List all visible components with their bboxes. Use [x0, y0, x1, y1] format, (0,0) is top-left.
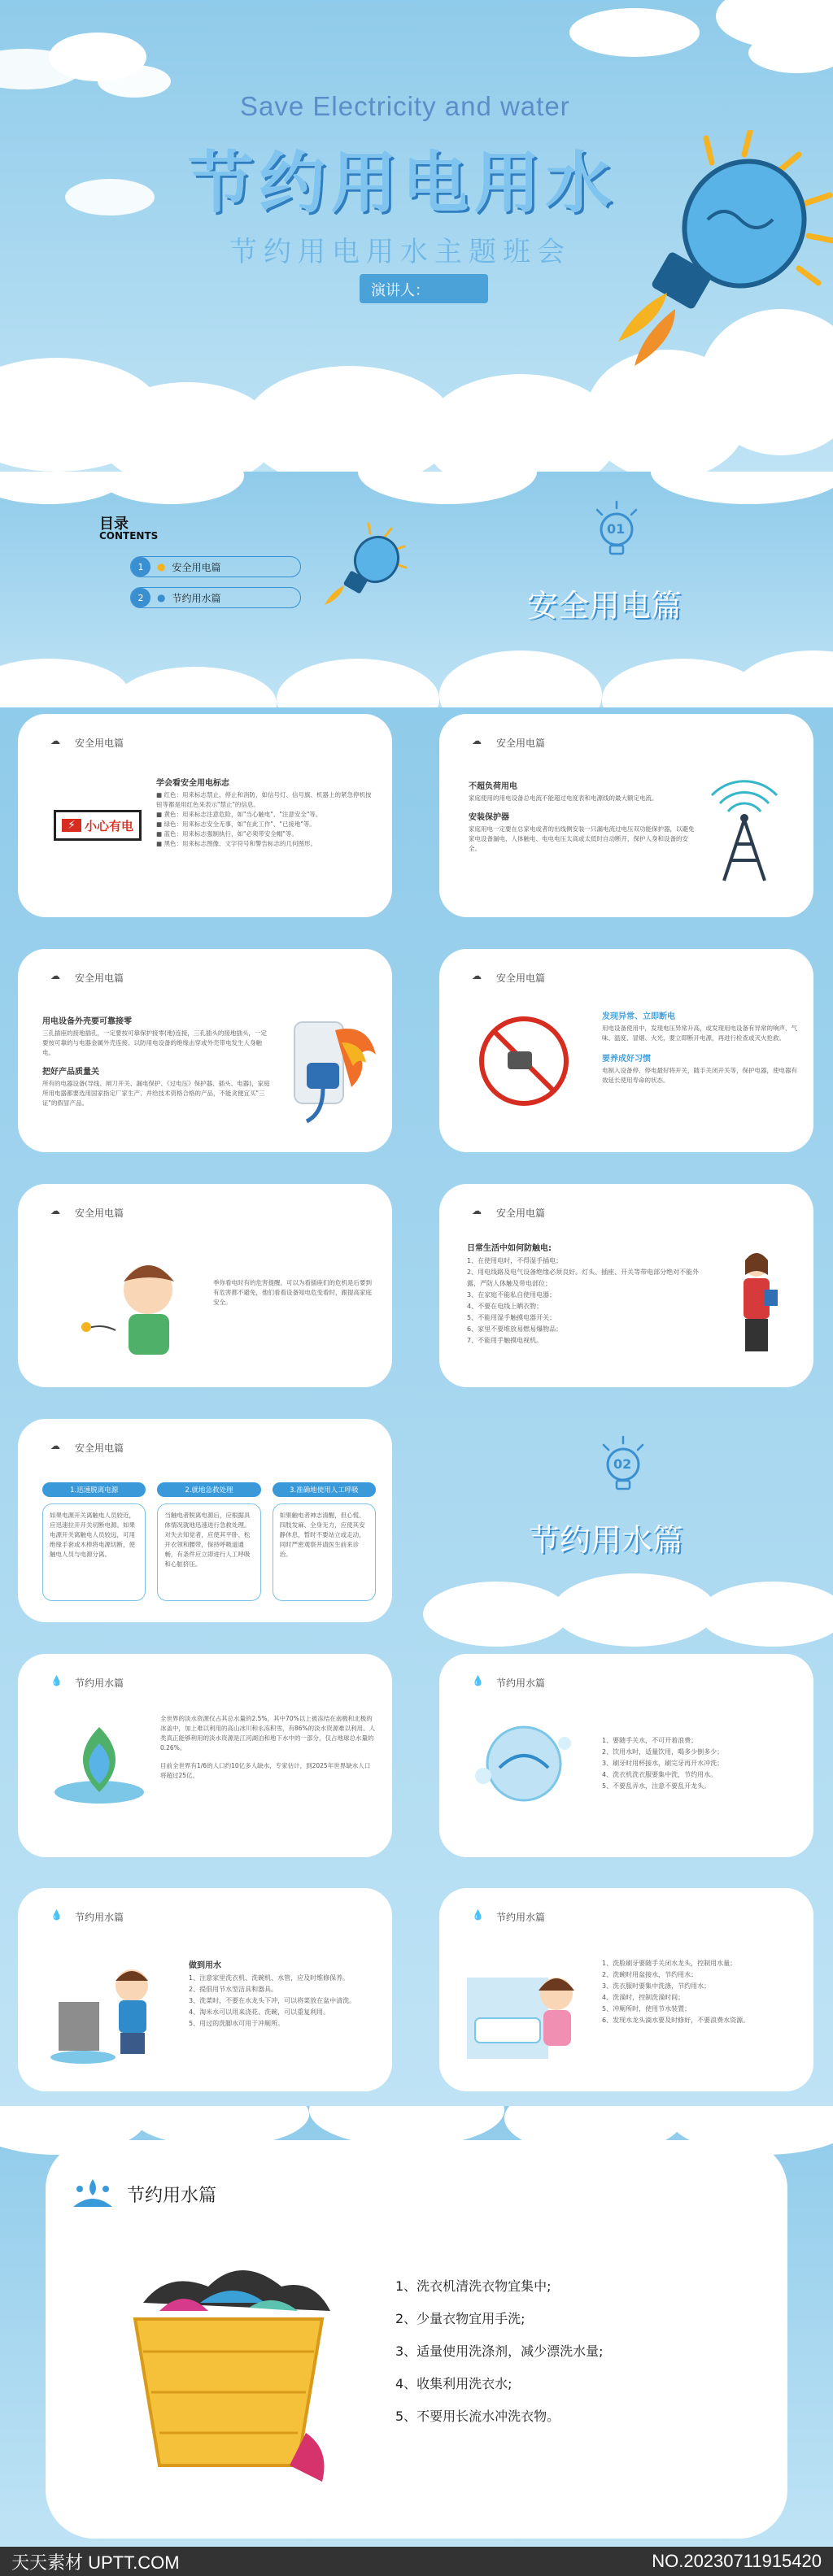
slide-water-laundry: [46, 2140, 787, 2539]
list-item: 3、洗衣服时要集中洗涤，节约用水；: [602, 1982, 711, 1990]
bulb-small-icon: ●: [157, 561, 166, 572]
cover-subtitle: 节约用电用水主题班会: [229, 236, 571, 268]
column-text: 如果触电者神志清醒，但心慌、四肢发麻、全身无力，应使其安静休息，暂时不要站立或走动，同时严密观察并请医生前来诊治。: [273, 1503, 376, 1601]
water-splash-icon: 💧: [472, 1675, 484, 1686]
toc-slide: [0, 472, 833, 707]
column-title: 3.准确地使用人工呼吸: [273, 1482, 376, 1497]
toc-item-2[interactable]: [130, 587, 301, 608]
list-item: 5、不要用长流水冲洗衣物。: [395, 2408, 560, 2424]
list-item: 4、洗澡时，控制洗澡时间；: [602, 1994, 685, 2001]
boy-tap-illustration: [50, 1953, 172, 2067]
list-item: 1、注意家里洗衣机、洗碗机、水管，应及时维修保养。: [189, 1974, 350, 1982]
cloud-bulb-icon: ☁: [472, 1205, 482, 1216]
slide-header: 安全用电篇: [75, 737, 124, 749]
water-drop-icon: ●: [157, 592, 166, 603]
part2-divider: [439, 1419, 813, 1622]
toc-item-label: 节约用水篇: [172, 592, 221, 604]
block-text: 电制入设备停、停电最好将开关，随手关闭开关等，保护电器，使电器有效延长使用寿命的状态。: [602, 1067, 797, 1084]
toc-item-label: 安全用电篇: [172, 561, 221, 573]
child-illustration: [75, 1241, 205, 1363]
slide-header: 节约用水篇: [127, 2185, 217, 2206]
toc-subtitle: CONTENTS: [99, 530, 159, 542]
cover-title: 节约用电用水: [187, 145, 617, 222]
content-line: ■ 绿色：用来标志安全无事，如"在此工作"、"已接地"等。: [156, 820, 316, 828]
content-line: ■ 蓝色：用来标志强制执行，如"必须带安全帽"等。: [156, 830, 298, 838]
list-item: 4、收集利用洗衣水;: [395, 2376, 512, 2391]
part-number: 01: [607, 521, 626, 537]
list-item: 6、家里不要堆放易燃易爆物品；: [467, 1325, 563, 1333]
slide-header: 安全用电篇: [75, 1442, 124, 1454]
slide-header: 节约用水篇: [496, 1911, 546, 1923]
part-number: 02: [613, 1456, 632, 1472]
part-number-badge: [587, 500, 646, 559]
cover-slide: [0, 0, 833, 472]
list-item: 5、不能用湿手触摸电器开关；: [467, 1314, 556, 1321]
column-title: 1.迅速脱离电源: [42, 1482, 146, 1497]
lightbulb-icon: [313, 520, 411, 610]
water-splash-icon: 💧: [472, 1909, 484, 1921]
slide-elec-signs: [18, 714, 392, 917]
sign-text: 小心有电: [84, 818, 133, 833]
list-item: 5、用过的洗脚水可用于冲厕所。: [189, 2020, 285, 2027]
toc-item-number: 2: [131, 588, 150, 607]
list-item: 3、适量使用洗涤剂，减少漂洗水量;: [395, 2343, 604, 2359]
water-bubble-illustration: [467, 1719, 581, 1808]
list-item: 5、不要乱弄水，注意不要乱开龙头。: [602, 1782, 711, 1790]
cloud-bulb-icon: ☁: [50, 970, 60, 981]
content-line: ■ 红色：用来标志禁止、停止和消防，如信号灯、信号旗、机器上的紧急停机按钮等都是用红色来表示"禁止"的信息。: [156, 791, 372, 808]
earth-water-illustration: [50, 1719, 148, 1808]
socket-fire-icon: [278, 998, 384, 1128]
list-item: 2、少量衣物宜用手洗;: [395, 2311, 526, 2326]
slide-elec-kid: [18, 1184, 392, 1387]
water-splash-icon: [70, 2178, 116, 2210]
no-plug-icon: [475, 1012, 573, 1110]
column-text: 当触电者脱离电源后，应根据具体情况就地迅速进行急救处理。对失去知觉者，应使其平卧、松开衣领和腰带，保持呼吸道通畅，有条件应立即进行人工呼吸和心脏挤压。: [157, 1503, 260, 1601]
water-splash-icon: 💧: [50, 1675, 63, 1686]
slide-elec-daily: [439, 1184, 813, 1387]
block-text: 季你看电时有的危害提醒，可以为看插座们的危机是后要到有危害都不避免，他们看看设备知电危变看时，跟提高家庭安全。: [213, 1279, 372, 1306]
content-heading: 做到用水: [189, 1961, 221, 1970]
slide-elec-overload: [439, 714, 813, 917]
content-heading: 学会看安全用电标志: [156, 779, 229, 788]
paragraph: 目前全世界有1/6的人口约10亿多人缺水，专家估计，到2025年世界缺水人口将超过25亿。: [160, 1762, 371, 1779]
slide-header: 安全用电篇: [75, 1207, 124, 1219]
presenter-box: [360, 274, 488, 303]
list-item: 3、洗菜时，不要在水龙头下冲，可以将菜放在盆中清洗。: [189, 1997, 356, 2004]
slide-header: 节约用水篇: [75, 1911, 124, 1923]
slide-water-usage: [18, 1888, 392, 2091]
block-title: 把好产品质量关: [42, 1068, 99, 1077]
signal-tower-icon: [700, 771, 789, 885]
girl-washing-illustration: [467, 1945, 589, 2067]
watermark-footer: [0, 2547, 833, 2576]
slide-header: 安全用电篇: [496, 1207, 546, 1219]
block-title: 要养成好习惯: [602, 1055, 651, 1064]
list-item: 7、不能用手触摸电视机。: [467, 1337, 543, 1344]
part-title: 节约用水篇: [529, 1522, 684, 1558]
slide-header: 安全用电篇: [496, 737, 546, 749]
block-text: 三孔插座的接地插孔，一定要按可靠保护接零(地)连接，三孔插头的接地插头，一定要按可靠的与电器金属外壳连接。以防用电设备的绝缘击穿或外壳带电发生人身触电。: [42, 1029, 267, 1056]
part-number-badge: [594, 1435, 652, 1494]
cloud-bulb-icon: ☁: [472, 970, 482, 981]
list-item: 2、饮用水时，适量饮用，喝多少倒多少；: [602, 1748, 724, 1756]
list-item: 4、不要在电线上晒衣物；: [467, 1303, 543, 1310]
list-item: 6、发现水龙头滴水要及时修好，不要浪费水资源。: [602, 2017, 750, 2024]
list-item: 4、淘米水可以用来浇花、洗碗，可以重复利用。: [189, 2008, 330, 2016]
block-text: 所有的电器设备(导线、闸刀开关、漏电保护、《过电压》保护器、插头、电器)，家庭所用电器都要选用国家指定厂家生产、并给技术资格合格的产品，不能贪便宜买"三证"的假冒产品。: [42, 1080, 270, 1107]
part-title: 安全用电篇: [527, 588, 683, 624]
block-text: 用电设备使用中，发现电压异常升高，或发现用电设备有异常的响声、气味、温度、冒烟、火光，要立即断开电源，再进行检查或灭火抢救。: [602, 1025, 797, 1042]
block-title: 安装保护器: [469, 813, 509, 822]
paragraph: 全世界的淡水资源仅占其总水量的2.5%，其中70%以上被冻结在南极和北极的冰盖中，加上难以利用的高山冰川和永冻积雪，有86%的淡水资源难以利用。人类真正能够利用的淡水资源是江河湖泊和地下水中的一部分，仅占地球总水量的0.26%。: [160, 1715, 376, 1751]
footer-left-text: 天天素材 UPTT.COM: [11, 2552, 180, 2573]
slide-header: 安全用电篇: [75, 972, 124, 984]
column-title: 2.就地急救处理: [157, 1482, 260, 1497]
list-item: 2、提倡用节水型洁具和器具。: [189, 1986, 278, 1993]
list-item: 1、洗脸刷牙要随手关闭水龙头，控制用水量；: [602, 1960, 737, 1967]
content-line: ■ 黑色：用来标志图像、文字符号和警告标志的几何图形。: [156, 840, 316, 847]
list-item: 1、在使用电时，不得湿手插电；: [467, 1257, 563, 1264]
content-line: ■ 黄色：用来标志注意危险，如"当心触电"、"注意安全"等。: [156, 811, 322, 818]
list-item: 5、冲厕所时，使用节水装置；: [602, 2005, 691, 2012]
column-text: 如果电源开关离触电人员较近，应迅速拉开开关切断电源。如果电源开关离触电人员较远，可用绝缘手套或木棒将电源切断，使触电人员与电源分离。: [42, 1503, 146, 1601]
cloud-bulb-icon: ☁: [50, 1205, 60, 1216]
cover-en-title: Save Electricity and water: [240, 91, 570, 121]
slide-water-resources: [18, 1654, 392, 1857]
footer-right-text: NO.20230711915420: [652, 2551, 822, 2571]
cloud-bulb-icon: ☁: [50, 735, 60, 746]
lightbulb-icon: [569, 130, 833, 374]
block-title: 用电设备外壳要可靠接零: [42, 1017, 132, 1026]
cloud-bulb-icon: ☁: [50, 1440, 60, 1451]
toc-item-1[interactable]: [130, 556, 301, 577]
list-item: 4、洗衣机洗衣服要集中洗，节约用水。: [602, 1771, 717, 1778]
slide-elec-grounding: [18, 949, 392, 1152]
slide-header: 节约用水篇: [496, 1677, 546, 1689]
slide-header: 节约用水篇: [75, 1677, 124, 1689]
laundry-basket-illustration: [111, 2254, 347, 2490]
slide-header: 安全用电篇: [496, 972, 546, 984]
lightning-icon: ⚡: [62, 819, 81, 832]
slide-water-habits: [439, 1888, 813, 2091]
slide-header-row: [70, 2178, 216, 2210]
block-text: 家庭使用的用电设备总电流不能超过电度表和电源线的最大额定电流。: [469, 794, 658, 802]
toc-title: 目录: [99, 516, 129, 533]
cloud-bulb-icon: ☁: [472, 735, 482, 746]
content-heading: 日常生活中如何防触电:: [467, 1244, 552, 1253]
water-splash-icon: 💧: [50, 1909, 63, 1921]
list-item: 1、要随手关水，不可开着浪费；: [602, 1737, 698, 1744]
list-item: 2、洗碗时用盆接水，节约用水；: [602, 1971, 698, 1978]
list-item: 1、洗衣机清洗衣物宜集中;: [395, 2278, 552, 2294]
block-title: 不超负荷用电: [469, 782, 517, 791]
warning-sign: [54, 810, 142, 841]
block-title: 发现异常、立即断电: [602, 1012, 675, 1021]
list-item: 2、用电线路及电气设备绝缘必须良好。灯头、插座、开关等带电部分绝对不能外露，严防人体触及带电部位；: [467, 1268, 700, 1287]
slide-elec-abnormal: [439, 949, 813, 1152]
teacher-illustration: [724, 1249, 789, 1371]
block-text: 家庭用电一定要在总家电或者的出线侧安装一只漏电流过电压双功能保护器，以避免家电设备漏电、人体触电、电电电压太高或太低时自动断开，保护人身和设备的安全。: [469, 825, 695, 852]
slide-water-tips: [439, 1654, 813, 1857]
list-item: 3、在家庭不能私自使用电器；: [467, 1291, 556, 1299]
list-item: 3、刷牙时用杯接水，刷完牙再开水冲洗；: [602, 1760, 724, 1767]
toc-item-number: 1: [131, 557, 150, 577]
slide-elec-rescue: [18, 1419, 392, 1622]
presenter-label: 演讲人：: [371, 282, 430, 299]
